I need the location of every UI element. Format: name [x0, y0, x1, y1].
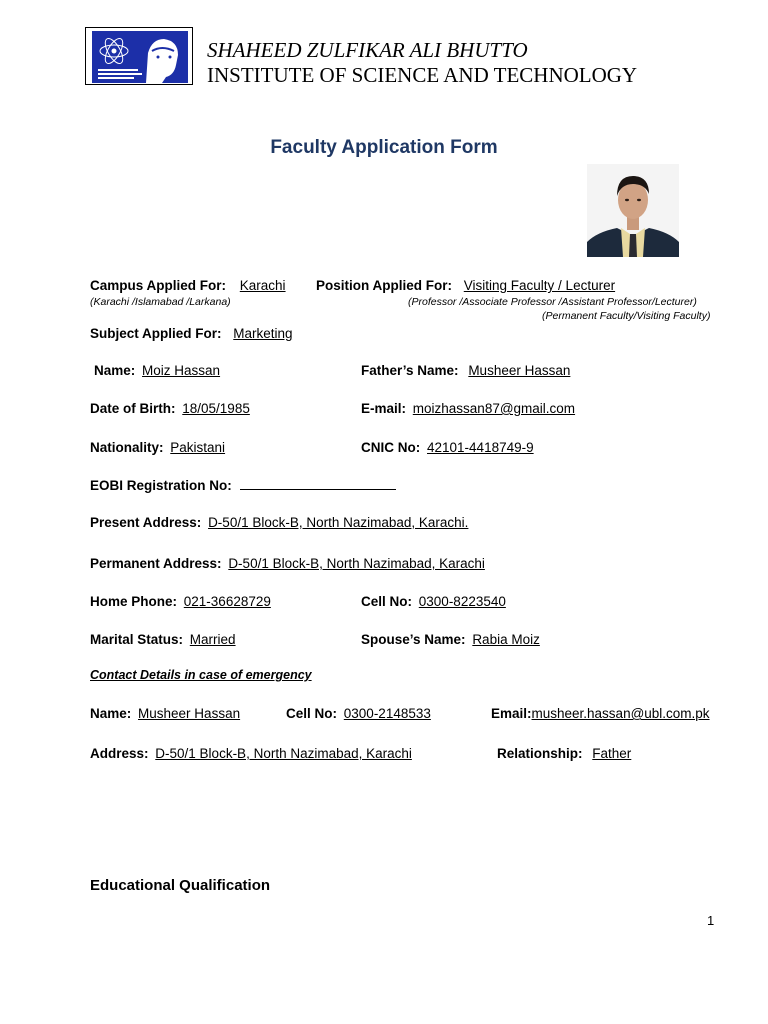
present-address-field	[90, 515, 468, 530]
email-label: E-mail:	[361, 401, 407, 416]
marital-status-label: Marital Status:	[90, 632, 184, 647]
campus-hint: (Karachi /Islamabad /Larkana)	[90, 296, 231, 308]
position-label: Position Applied For:	[316, 278, 452, 293]
emergency-name-value: Musheer Hassan	[138, 706, 241, 721]
home-phone-field	[90, 594, 271, 609]
position-hint-rank: (Professor /Associate Professor /Assistant Professor/Lecturer)	[408, 296, 697, 308]
emergency-address-value: D-50/1 Block-B, North Nazimabad, Karachi	[155, 746, 412, 761]
emergency-address-field	[90, 746, 412, 761]
position-value: Visiting Faculty / Lecturer	[463, 278, 616, 293]
emergency-heading: Contact Details in case of emergency	[90, 668, 312, 682]
present-address-label: Present Address:	[90, 515, 202, 530]
emergency-email-value: musheer.hassan@ubl.com.pk	[531, 706, 710, 721]
dob-value: 18/05/1985	[182, 401, 250, 416]
campus-value: Karachi	[239, 278, 286, 293]
nationality-label: Nationality:	[90, 440, 164, 455]
nationality-value: Pakistani	[170, 440, 226, 455]
cell-no-value: 0300-8223540	[418, 594, 506, 609]
name-field	[94, 363, 220, 378]
marital-status-field	[90, 632, 236, 647]
subject-label: Subject Applied For:	[90, 326, 222, 341]
spouse-name-field	[361, 632, 540, 647]
nationality-field	[90, 440, 225, 455]
eobi-blank-line	[240, 477, 396, 490]
father-name-label: Father’s Name:	[361, 363, 459, 378]
emergency-cell-field	[286, 706, 431, 721]
father-name-field	[361, 363, 570, 378]
eobi-field	[90, 477, 396, 493]
education-heading: Educational Qualification	[90, 877, 271, 894]
position-field	[316, 278, 615, 293]
emergency-relationship-label: Relationship:	[497, 746, 583, 761]
campus-field	[90, 278, 286, 293]
eobi-label: EOBI Registration No:	[90, 478, 232, 493]
cell-no-field	[361, 594, 506, 609]
emergency-name-field	[90, 706, 240, 721]
email-field	[361, 401, 575, 416]
emergency-cell-label: Cell No:	[286, 706, 338, 721]
spouse-name-value: Rabia Moiz	[472, 632, 540, 647]
email-value: moizhassan87@gmail.com	[412, 401, 576, 416]
cnic-value: 42101-4418749-9	[427, 440, 534, 455]
applicant-photo	[587, 164, 679, 257]
emergency-name-label: Name:	[90, 706, 132, 721]
home-phone-label: Home Phone:	[90, 594, 178, 609]
emergency-address-label: Address:	[90, 746, 149, 761]
home-phone-value: 021-36628729	[183, 594, 271, 609]
permanent-address-value: D-50/1 Block-B, North Nazimabad, Karachi	[228, 556, 485, 571]
cnic-field	[361, 440, 534, 455]
cnic-label: CNIC No:	[361, 440, 421, 455]
emergency-relationship-value: Father	[592, 746, 632, 761]
permanent-address-field	[90, 556, 485, 571]
present-address-value: D-50/1 Block-B, North Nazimabad, Karachi.	[208, 515, 469, 530]
dob-field	[90, 401, 250, 416]
campus-label: Campus Applied For:	[90, 278, 227, 293]
position-hint-type: (Permanent Faculty/Visiting Faculty)	[542, 310, 711, 322]
cell-no-label: Cell No:	[361, 594, 413, 609]
marital-status-value: Married	[189, 632, 236, 647]
subject-field	[90, 326, 293, 341]
subject-value: Marketing	[233, 326, 293, 341]
emergency-cell-value: 0300-2148533	[343, 706, 431, 721]
name-value: Moiz Hassan	[142, 363, 221, 378]
emergency-relationship-field	[497, 746, 631, 761]
institute-name-line1: SHAHEED ZULFIKAR ALI BHUTTO	[207, 38, 528, 62]
institute-name-line2: INSTITUTE OF SCIENCE AND TECHNOLOGY	[207, 63, 638, 87]
father-name-value: Musheer Hassan	[468, 363, 571, 378]
spouse-name-label: Spouse’s Name:	[361, 632, 466, 647]
dob-label: Date of Birth:	[90, 401, 176, 416]
emergency-email-label: Email:	[491, 706, 532, 721]
permanent-address-label: Permanent Address:	[90, 556, 222, 571]
name-label: Name:	[94, 363, 136, 378]
institute-logo-icon	[85, 27, 193, 85]
form-title: Faculty Application Form	[270, 137, 498, 158]
page-number: 1	[707, 913, 715, 928]
emergency-email-field	[491, 706, 710, 721]
